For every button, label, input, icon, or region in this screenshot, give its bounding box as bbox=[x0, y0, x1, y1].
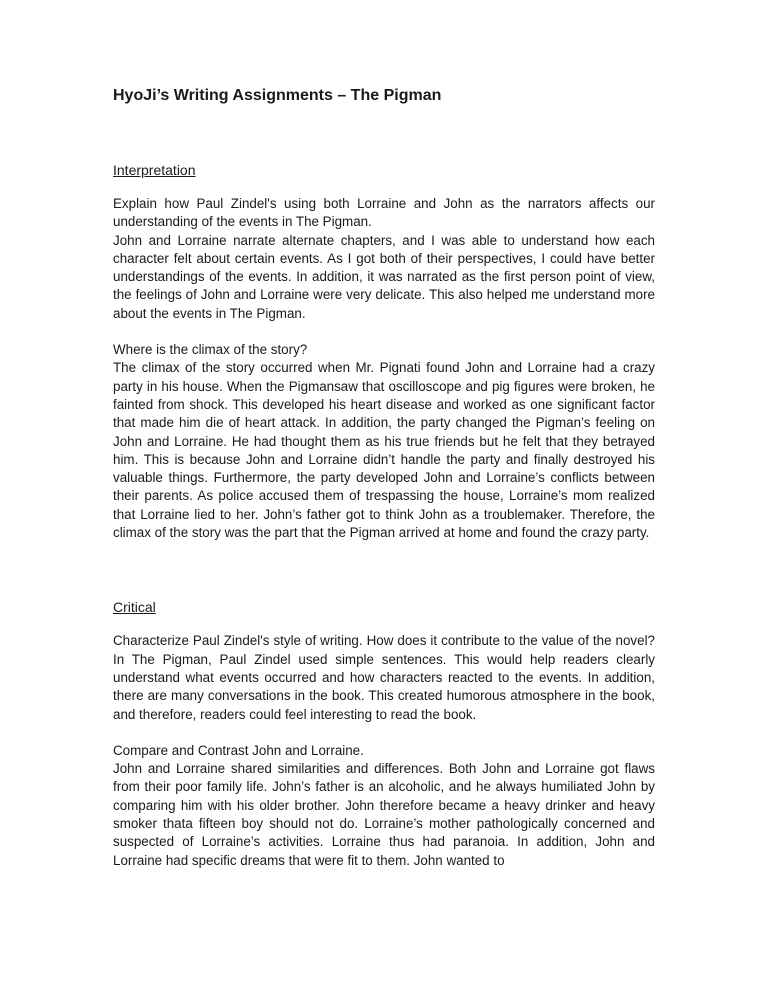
question-paragraph bbox=[113, 742, 655, 870]
question-text: Explain how Paul Zindel's using both Lorraine and John as the narrators affects our understanding of the events in The Pigman. bbox=[113, 196, 655, 230]
document-title: HyoJi’s Writing Assignments – The Pigman bbox=[113, 87, 442, 104]
section-heading-critical: Critical bbox=[113, 599, 156, 616]
section-heading-interpretation: Interpretation bbox=[113, 162, 196, 178]
question-text: Characterize Paul Zindel's style of writing. How does it contribute to the value of the novel? bbox=[113, 633, 655, 649]
answer-text: In The Pigman, Paul Zindel used simple sentences. This would help readers clearly understand what events occurred and how characters reacted to the events. In addition, there are many conversations in the book. This created humorous atmosphere in the book, and therefore, readers could feel interesting to read the book. bbox=[113, 651, 655, 722]
paragraph-gap bbox=[113, 323, 655, 341]
answer-text: John and Lorraine shared similarities and differences. Both John and Lorraine got flaws from their poor family life. John’s father is an alcoholic, and he always humiliated John by comparing him with his older brother. John therefore became a heavy drinker and heavy smoker thata fifteen boy should not do. Lorraine’s mother pathologically concerned and suspected of Lorraine’s activities. Lorraine thus had paranoia. In addition, John and Lorraine had specific dreams that were fit to them. John wanted to bbox=[113, 761, 655, 868]
section-gap bbox=[113, 542, 655, 598]
paragraph-gap bbox=[113, 724, 655, 742]
answer-text: The climax of the story occurred when Mr. Pignati found John and Lorraine had a crazy party in his house. When the Pigmansaw that oscilloscope and pig figures were broken, he fainted from shock. This developed his heart disease and worked as one significant factor that made him die of heart attack. In addition, the party changed the Pigman’s feeling on John and Lorraine. He had thought them as his true friends but he felt that they betrayed him. This is because John and Lorraine didn’t handle the party and finally destroyed his valuable things. Furthermore, the party developed John and Lorraine’s conflicts between their parents. As police accused them of trespassing the house, Lorraine’s mom realized that Lorraine lied to her. John’s father got to think John as a troublemaker. Therefore, the climax of the story was the part that the Pigman arrived at home and found the crazy party. bbox=[113, 360, 655, 541]
question-paragraph bbox=[113, 632, 655, 723]
question-text: Where is the climax of the story? bbox=[113, 342, 308, 358]
question-paragraph bbox=[113, 195, 655, 323]
question-paragraph bbox=[113, 341, 655, 542]
answer-text: John and Lorraine narrate alternate chapters, and I was able to understand how each character felt about certain events. As I got both of their perspectives, I could have better understandings of the events. In addition, it was narrated as the first person point of view, the feelings of John and Lorraine were very delicate. This also helped me understand more about the events in The Pigman. bbox=[113, 232, 655, 321]
document-body bbox=[113, 86, 655, 870]
question-text: Compare and Contrast John and Lorraine. bbox=[113, 742, 364, 758]
